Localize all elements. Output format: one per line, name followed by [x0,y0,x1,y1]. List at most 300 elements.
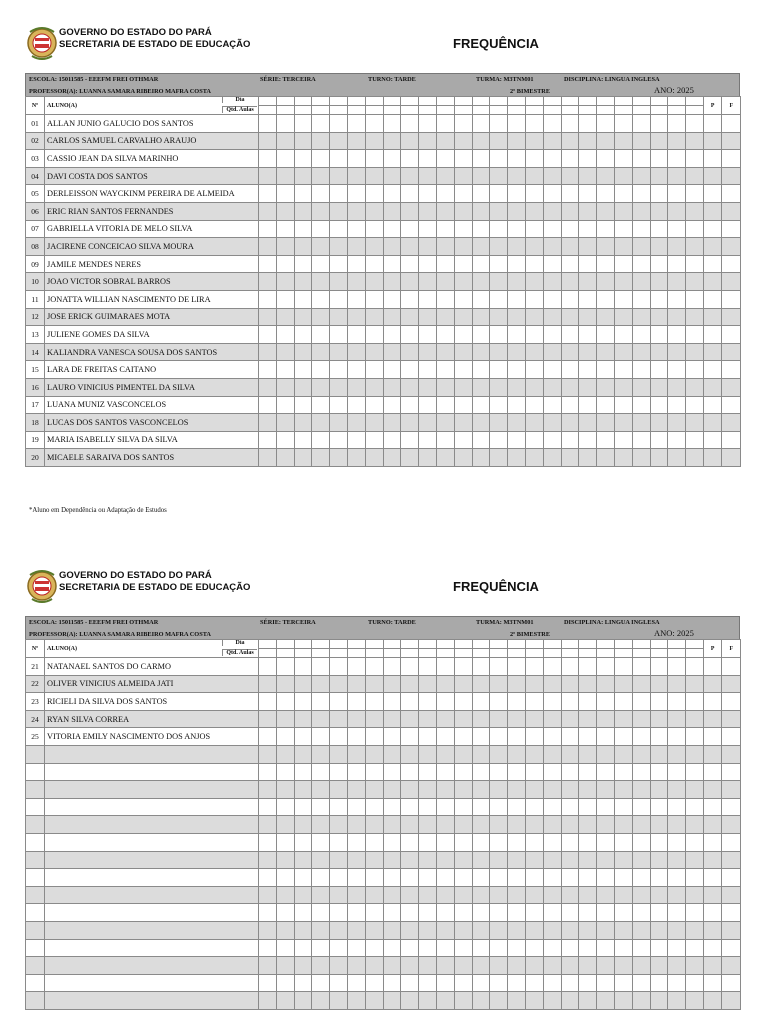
attendance-cell[interactable] [668,957,686,975]
attendance-cell[interactable] [312,378,330,396]
attendance-cell[interactable] [472,273,490,291]
day-cell[interactable] [454,640,472,649]
attendance-cell[interactable] [650,449,668,467]
attendance-cell[interactable] [508,361,526,379]
attendance-cell[interactable] [401,798,419,816]
presence-total-cell[interactable] [703,115,722,133]
attendance-cell[interactable] [650,185,668,203]
attendance-cell[interactable] [561,763,579,781]
presence-total-cell[interactable] [703,202,722,220]
day-cell[interactable] [686,640,704,649]
attendance-cell[interactable] [401,449,419,467]
attendance-cell[interactable] [330,869,348,887]
attendance-cell[interactable] [259,693,277,711]
attendance-cell[interactable] [294,308,312,326]
absence-total-cell[interactable] [722,396,741,414]
attendance-cell[interactable] [597,763,615,781]
attendance-cell[interactable] [365,150,383,168]
presence-total-cell[interactable] [703,693,722,711]
attendance-cell[interactable] [632,431,650,449]
attendance-cell[interactable] [401,904,419,922]
presence-total-cell[interactable] [703,378,722,396]
presence-total-cell[interactable] [703,150,722,168]
attendance-cell[interactable] [401,150,419,168]
attendance-cell[interactable] [365,992,383,1010]
attendance-cell[interactable] [668,728,686,746]
attendance-cell[interactable] [383,921,401,939]
attendance-cell[interactable] [525,974,543,992]
attendance-cell[interactable] [614,290,632,308]
attendance-cell[interactable] [419,185,437,203]
attendance-cell[interactable] [472,361,490,379]
attendance-cell[interactable] [508,957,526,975]
attendance-cell[interactable] [436,255,454,273]
attendance-cell[interactable] [294,728,312,746]
attendance-cell[interactable] [454,150,472,168]
attendance-cell[interactable] [632,255,650,273]
attendance-cell[interactable] [579,167,597,185]
attendance-cell[interactable] [490,798,508,816]
attendance-cell[interactable] [579,326,597,344]
attendance-cell[interactable] [330,202,348,220]
attendance-cell[interactable] [312,326,330,344]
attendance-cell[interactable] [348,326,366,344]
attendance-cell[interactable] [490,255,508,273]
attendance-cell[interactable] [454,115,472,133]
attendance-cell[interactable] [650,290,668,308]
attendance-cell[interactable] [330,273,348,291]
qtd-aulas-cell[interactable] [276,649,294,658]
attendance-cell[interactable] [348,939,366,957]
attendance-cell[interactable] [383,115,401,133]
attendance-cell[interactable] [383,414,401,432]
day-cell[interactable] [543,97,561,106]
attendance-cell[interactable] [668,326,686,344]
attendance-cell[interactable] [579,781,597,799]
absence-total-cell[interactable] [722,904,741,922]
attendance-cell[interactable] [419,869,437,887]
attendance-cell[interactable] [454,974,472,992]
attendance-cell[interactable] [365,781,383,799]
absence-total-cell[interactable] [722,939,741,957]
attendance-cell[interactable] [579,939,597,957]
attendance-cell[interactable] [330,763,348,781]
attendance-cell[interactable] [668,869,686,887]
attendance-cell[interactable] [686,449,704,467]
attendance-cell[interactable] [561,238,579,256]
attendance-cell[interactable] [579,290,597,308]
attendance-cell[interactable] [419,361,437,379]
attendance-cell[interactable] [597,921,615,939]
attendance-cell[interactable] [259,728,277,746]
attendance-cell[interactable] [419,992,437,1010]
attendance-cell[interactable] [490,957,508,975]
attendance-cell[interactable] [472,728,490,746]
attendance-cell[interactable] [330,816,348,834]
attendance-cell[interactable] [419,414,437,432]
attendance-cell[interactable] [508,675,526,693]
attendance-cell[interactable] [330,290,348,308]
attendance-cell[interactable] [632,343,650,361]
attendance-cell[interactable] [454,728,472,746]
attendance-cell[interactable] [276,220,294,238]
attendance-cell[interactable] [401,290,419,308]
attendance-cell[interactable] [472,921,490,939]
attendance-cell[interactable] [454,710,472,728]
attendance-cell[interactable] [330,974,348,992]
attendance-cell[interactable] [312,693,330,711]
attendance-cell[interactable] [348,869,366,887]
attendance-cell[interactable] [543,816,561,834]
attendance-cell[interactable] [401,273,419,291]
attendance-cell[interactable] [668,675,686,693]
attendance-cell[interactable] [686,115,704,133]
attendance-cell[interactable] [561,921,579,939]
attendance-cell[interactable] [614,745,632,763]
attendance-cell[interactable] [508,921,526,939]
attendance-cell[interactable] [401,361,419,379]
attendance-cell[interactable] [561,728,579,746]
attendance-cell[interactable] [419,202,437,220]
attendance-cell[interactable] [490,675,508,693]
day-cell[interactable] [436,640,454,649]
attendance-cell[interactable] [543,851,561,869]
attendance-cell[interactable] [365,816,383,834]
attendance-cell[interactable] [597,851,615,869]
attendance-cell[interactable] [259,939,277,957]
attendance-cell[interactable] [668,290,686,308]
attendance-cell[interactable] [436,290,454,308]
attendance-cell[interactable] [276,781,294,799]
attendance-cell[interactable] [508,132,526,150]
attendance-cell[interactable] [383,957,401,975]
attendance-cell[interactable] [330,449,348,467]
attendance-cell[interactable] [508,693,526,711]
attendance-cell[interactable] [490,974,508,992]
attendance-cell[interactable] [668,378,686,396]
attendance-cell[interactable] [686,361,704,379]
attendance-cell[interactable] [597,273,615,291]
day-cell[interactable] [650,97,668,106]
attendance-cell[interactable] [365,921,383,939]
attendance-cell[interactable] [365,658,383,676]
attendance-cell[interactable] [668,202,686,220]
qtd-aulas-cell[interactable] [508,649,526,658]
attendance-cell[interactable] [543,273,561,291]
attendance-cell[interactable] [561,361,579,379]
attendance-cell[interactable] [294,851,312,869]
attendance-cell[interactable] [632,290,650,308]
qtd-aulas-cell[interactable] [525,649,543,658]
attendance-cell[interactable] [597,886,615,904]
attendance-cell[interactable] [348,202,366,220]
attendance-cell[interactable] [508,939,526,957]
attendance-cell[interactable] [543,290,561,308]
attendance-cell[interactable] [419,378,437,396]
attendance-cell[interactable] [259,185,277,203]
presence-total-cell[interactable] [703,238,722,256]
attendance-cell[interactable] [686,939,704,957]
presence-total-cell[interactable] [703,763,722,781]
attendance-cell[interactable] [508,396,526,414]
attendance-cell[interactable] [525,833,543,851]
presence-total-cell[interactable] [703,939,722,957]
attendance-cell[interactable] [419,343,437,361]
attendance-cell[interactable] [383,833,401,851]
attendance-cell[interactable] [436,675,454,693]
qtd-aulas-cell[interactable] [401,106,419,115]
attendance-cell[interactable] [383,273,401,291]
attendance-cell[interactable] [525,693,543,711]
attendance-cell[interactable] [543,710,561,728]
presence-total-cell[interactable] [703,798,722,816]
attendance-cell[interactable] [419,290,437,308]
attendance-cell[interactable] [579,763,597,781]
attendance-cell[interactable] [614,396,632,414]
attendance-cell[interactable] [650,396,668,414]
attendance-cell[interactable] [276,273,294,291]
absence-total-cell[interactable] [722,763,741,781]
attendance-cell[interactable] [543,833,561,851]
attendance-cell[interactable] [294,202,312,220]
attendance-cell[interactable] [650,414,668,432]
attendance-cell[interactable] [436,658,454,676]
attendance-cell[interactable] [294,974,312,992]
attendance-cell[interactable] [312,115,330,133]
attendance-cell[interactable] [454,957,472,975]
attendance-cell[interactable] [614,343,632,361]
attendance-cell[interactable] [597,396,615,414]
attendance-cell[interactable] [365,851,383,869]
attendance-cell[interactable] [276,816,294,834]
attendance-cell[interactable] [508,833,526,851]
attendance-cell[interactable] [259,255,277,273]
attendance-cell[interactable] [597,781,615,799]
attendance-cell[interactable] [650,361,668,379]
attendance-cell[interactable] [668,343,686,361]
attendance-cell[interactable] [472,115,490,133]
attendance-cell[interactable] [490,869,508,887]
attendance-cell[interactable] [686,781,704,799]
attendance-cell[interactable] [525,150,543,168]
attendance-cell[interactable] [543,361,561,379]
attendance-cell[interactable] [508,273,526,291]
attendance-cell[interactable] [650,132,668,150]
attendance-cell[interactable] [490,361,508,379]
day-cell[interactable] [561,640,579,649]
attendance-cell[interactable] [686,238,704,256]
attendance-cell[interactable] [312,396,330,414]
qtd-aulas-cell[interactable] [419,106,437,115]
attendance-cell[interactable] [401,115,419,133]
qtd-aulas-cell[interactable] [312,106,330,115]
attendance-cell[interactable] [543,238,561,256]
day-cell[interactable] [259,97,277,106]
attendance-cell[interactable] [508,167,526,185]
attendance-cell[interactable] [668,115,686,133]
attendance-cell[interactable] [650,816,668,834]
attendance-cell[interactable] [401,745,419,763]
attendance-cell[interactable] [543,220,561,238]
attendance-cell[interactable] [543,763,561,781]
attendance-cell[interactable] [543,150,561,168]
qtd-aulas-cell[interactable] [686,106,704,115]
attendance-cell[interactable] [597,290,615,308]
day-cell[interactable] [294,640,312,649]
attendance-cell[interactable] [294,431,312,449]
attendance-cell[interactable] [508,658,526,676]
attendance-cell[interactable] [579,414,597,432]
attendance-cell[interactable] [312,921,330,939]
attendance-cell[interactable] [436,185,454,203]
attendance-cell[interactable] [454,816,472,834]
attendance-cell[interactable] [312,167,330,185]
attendance-cell[interactable] [543,326,561,344]
attendance-cell[interactable] [508,798,526,816]
attendance-cell[interactable] [259,658,277,676]
attendance-cell[interactable] [614,115,632,133]
attendance-cell[interactable] [312,273,330,291]
attendance-cell[interactable] [579,378,597,396]
attendance-cell[interactable] [490,308,508,326]
attendance-cell[interactable] [276,763,294,781]
attendance-cell[interactable] [525,273,543,291]
attendance-cell[interactable] [401,939,419,957]
attendance-cell[interactable] [525,361,543,379]
attendance-cell[interactable] [632,710,650,728]
attendance-cell[interactable] [276,378,294,396]
attendance-cell[interactable] [330,658,348,676]
attendance-cell[interactable] [668,185,686,203]
qtd-aulas-cell[interactable] [259,106,277,115]
day-cell[interactable] [614,97,632,106]
attendance-cell[interactable] [383,658,401,676]
attendance-cell[interactable] [365,273,383,291]
attendance-cell[interactable] [348,115,366,133]
attendance-cell[interactable] [561,974,579,992]
attendance-cell[interactable] [454,675,472,693]
attendance-cell[interactable] [597,220,615,238]
attendance-cell[interactable] [348,396,366,414]
attendance-cell[interactable] [276,185,294,203]
attendance-cell[interactable] [348,167,366,185]
attendance-cell[interactable] [259,974,277,992]
attendance-cell[interactable] [508,431,526,449]
qtd-aulas-cell[interactable] [650,106,668,115]
attendance-cell[interactable] [668,255,686,273]
attendance-cell[interactable] [294,886,312,904]
attendance-cell[interactable] [276,957,294,975]
attendance-cell[interactable] [632,115,650,133]
day-cell[interactable] [365,640,383,649]
attendance-cell[interactable] [348,816,366,834]
attendance-cell[interactable] [579,431,597,449]
attendance-cell[interactable] [686,992,704,1010]
attendance-cell[interactable] [312,675,330,693]
attendance-cell[interactable] [632,921,650,939]
attendance-cell[interactable] [312,220,330,238]
attendance-cell[interactable] [259,904,277,922]
attendance-cell[interactable] [330,745,348,763]
attendance-cell[interactable] [508,220,526,238]
attendance-cell[interactable] [490,710,508,728]
attendance-cell[interactable] [454,396,472,414]
attendance-cell[interactable] [436,326,454,344]
attendance-cell[interactable] [614,185,632,203]
attendance-cell[interactable] [276,202,294,220]
day-cell[interactable] [312,640,330,649]
attendance-cell[interactable] [632,273,650,291]
day-cell[interactable] [276,640,294,649]
attendance-cell[interactable] [365,728,383,746]
attendance-cell[interactable] [294,167,312,185]
attendance-cell[interactable] [365,290,383,308]
attendance-cell[interactable] [348,449,366,467]
attendance-cell[interactable] [348,693,366,711]
attendance-cell[interactable] [472,675,490,693]
attendance-cell[interactable] [472,238,490,256]
attendance-cell[interactable] [614,378,632,396]
attendance-cell[interactable] [686,132,704,150]
day-cell[interactable] [543,640,561,649]
day-cell[interactable] [686,97,704,106]
attendance-cell[interactable] [383,185,401,203]
attendance-cell[interactable] [543,798,561,816]
attendance-cell[interactable] [490,816,508,834]
attendance-cell[interactable] [312,763,330,781]
attendance-cell[interactable] [383,308,401,326]
attendance-cell[interactable] [383,974,401,992]
attendance-cell[interactable] [365,745,383,763]
attendance-cell[interactable] [472,396,490,414]
attendance-cell[interactable] [472,781,490,799]
attendance-cell[interactable] [632,396,650,414]
attendance-cell[interactable] [294,396,312,414]
attendance-cell[interactable] [650,781,668,799]
absence-total-cell[interactable] [722,974,741,992]
attendance-cell[interactable] [525,449,543,467]
presence-total-cell[interactable] [703,308,722,326]
attendance-cell[interactable] [259,798,277,816]
attendance-cell[interactable] [561,220,579,238]
day-cell[interactable] [436,97,454,106]
attendance-cell[interactable] [259,238,277,256]
attendance-cell[interactable] [454,273,472,291]
attendance-cell[interactable] [543,132,561,150]
attendance-cell[interactable] [561,798,579,816]
attendance-cell[interactable] [614,308,632,326]
attendance-cell[interactable] [472,833,490,851]
attendance-cell[interactable] [561,939,579,957]
qtd-aulas-cell[interactable] [276,106,294,115]
attendance-cell[interactable] [294,220,312,238]
attendance-cell[interactable] [686,710,704,728]
absence-total-cell[interactable] [722,431,741,449]
attendance-cell[interactable] [668,745,686,763]
attendance-cell[interactable] [561,957,579,975]
attendance-cell[interactable] [490,745,508,763]
attendance-cell[interactable] [348,728,366,746]
absence-total-cell[interactable] [722,202,741,220]
attendance-cell[interactable] [650,658,668,676]
presence-total-cell[interactable] [703,343,722,361]
attendance-cell[interactable] [686,904,704,922]
attendance-cell[interactable] [401,378,419,396]
attendance-cell[interactable] [525,675,543,693]
attendance-cell[interactable] [543,886,561,904]
absence-total-cell[interactable] [722,326,741,344]
attendance-cell[interactable] [525,115,543,133]
